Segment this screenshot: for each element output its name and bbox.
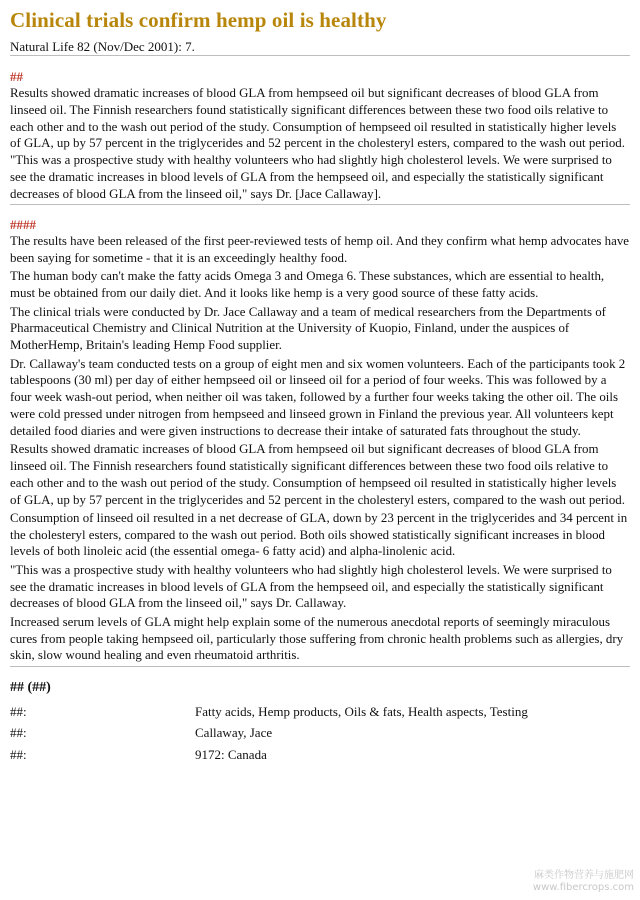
site-watermark xyxy=(533,870,634,894)
article-title: Clinical trials confirm hemp oil is healthy xyxy=(10,8,387,32)
abstract-heading: ## xyxy=(10,69,23,84)
fulltext-paragraph: Increased serum levels of GLA might help explain some of the numerous anecdotal reports of seemingly miraculous cures from people taking hempseed oil, particularly those suffering from chronic health problems such as allergies, dry skin, slow wound healing and even rheumatoid arthritis. xyxy=(10,614,624,663)
watermark-site-name: 麻类作物营养与施肥网 xyxy=(534,870,634,881)
metadata-location: 9172: Canada xyxy=(195,746,267,762)
fulltext-paragraph: The human body can't make the fatty acids Omega 3 and Omega 6. These substances, which are essential to health, must be obtained from our daily diet. And it looks like hemp is a very good source of these fatty acids. xyxy=(10,269,605,301)
section-divider xyxy=(10,55,630,56)
metadata-heading: ## (##) xyxy=(10,679,51,695)
fulltext-paragraph: Dr. Callaway's team conducted tests on a group of eight men and six women volunteers. Each of the participants took 2 tablespoons (30 ml) per day of either hempseed oil or linseed oil for a period of four weeks. This was followed by a four week wash-out period, when neither oil was taken, followed by a further four weeks taking the other oil. The oils were cold pressed under nitrogen from hempseed and linseed grown in Finland the previous year. All volunteers kept detailed food diaries and were given instructions to decrease their intake of saturated fats throughout the study. xyxy=(10,356,626,438)
metadata-row xyxy=(10,722,630,744)
metadata-key: ##: xyxy=(10,746,27,762)
fulltext-paragraph: Results showed dramatic increases of blood GLA from hempseed oil but significant decreases of blood GLA from linseed oil. The Finnish researchers found statistically significant differences between these two food oils relative to each other and to the wash out period of the study. Consumption of hempseed oil resulted in statistically higher levels of GLA, up by 57 percent in the triglycerides and 52 percent in the cholesteryl esters, compared to the wash out period. xyxy=(10,442,625,507)
section-divider xyxy=(10,666,630,667)
watermark-url: www.fibercrops.com xyxy=(532,882,634,893)
metadata-key: ##: xyxy=(10,703,27,719)
article-citation: Natural Life 82 (Nov/Dec 2001): 7. xyxy=(10,39,195,54)
fulltext-paragraph: The clinical trials were conducted by Dr. Jace Callaway and a team of medical researchers from the Departments of Pharmaceutical Chemistry and Clinical Nutrition at the University of Kuopio, Finland, under the auspices of MotherHemp, Britain's leading Hemp Food supplier. xyxy=(10,304,606,353)
metadata-row xyxy=(10,744,630,766)
fulltext-paragraph: Consumption of linseed oil resulted in a net decrease of GLA, down by 23 percent in the triglycerides and 34 percent in the cholesteryl esters, compared to the wash out period. Both oils showed statistically significant increases in blood levels of both linoleic acid (the essential omega- 6 fatty acid) and alpha-linolenic acid. xyxy=(10,510,628,559)
metadata-key: ##: xyxy=(10,725,27,741)
metadata-subjects: Fatty acids, Hemp products, Oils & fats, Health aspects, Testing xyxy=(195,703,528,719)
metadata-row xyxy=(10,701,630,723)
fulltext-heading: #### xyxy=(10,217,36,233)
section-divider xyxy=(10,204,630,205)
fulltext-paragraph: The results have been released of the first peer-reviewed tests of hemp oil. And they confirm what hemp advocates have been saying for sometime - that it is an exceedingly healthy food. xyxy=(10,234,629,265)
metadata-author: Callaway, Jace xyxy=(195,725,273,741)
abstract-text: Results showed dramatic increases of blood GLA from hempseed oil but significant decreases of blood GLA from linseed oil. The Finnish researchers found statistically significant differences between these two food oils relative to each other and to the wash out period of the study. Consumption of hempseed oil resulted in statistically higher levels of GLA, up by 57 percent in the triglycerides and 52 percent in the cholesteryl esters, compared to the wash out period. "This was a prospective study with healthy volunteers who had slightly high cholesterol levels. We were surprised to see the dramatic increases in blood levels of GLA from the hempseed oil, and especially the statistically significant decreases of blood GLA from the linseed oil," says Dr. [Jace Callaway]. xyxy=(10,86,625,201)
fulltext-paragraph: "This was a prospective study with healthy volunteers who had slightly high cholesterol levels. We were surprised to see the dramatic increases in blood levels of GLA from the hempseed oil, and especially the statistically significant decreases of blood GLA from the linseed oil," says Dr. Callaway. xyxy=(10,562,612,611)
